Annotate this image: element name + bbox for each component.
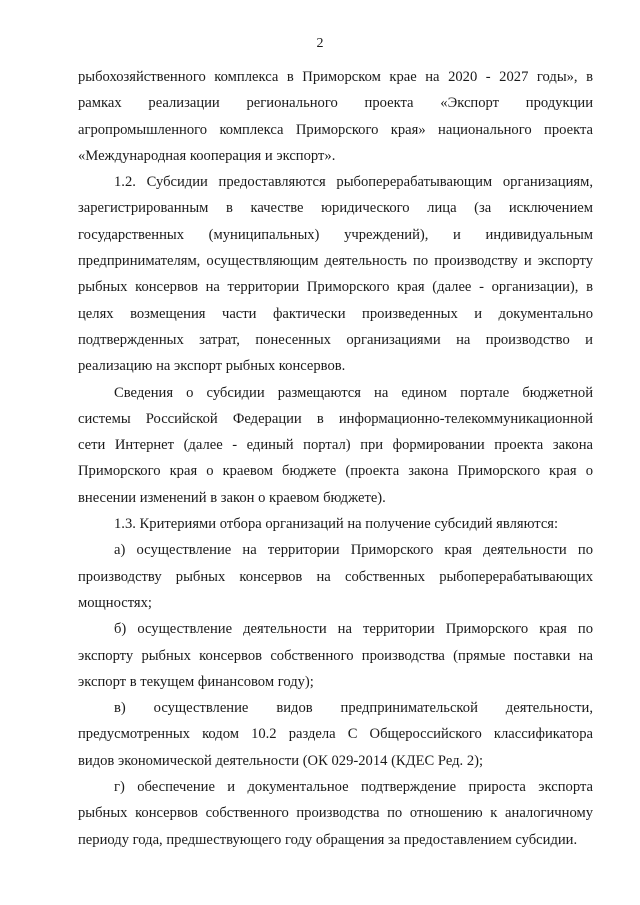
paragraph-criterion-v: [78, 695, 593, 774]
text-line: «Международная кооперация и экспорт».: [78, 147, 336, 164]
text-line: 1.3. Критериями отбора организаций на получение субсидий являются:: [114, 516, 559, 533]
paragraph-continuation: [78, 64, 593, 169]
text-line: Сведения о субсидии размещаются на едином портале бюджетной: [114, 384, 593, 401]
text-line: зарегистрированным в качестве юридического лица (за исключением: [78, 200, 593, 217]
text-line: видов экономической деятельности (ОК 029-2014 (КДЕС Ред. 2);: [78, 752, 484, 769]
text-line: периоду года, предшествующего году обращения за предоставлением субсидии.: [78, 831, 578, 848]
text-line: экспорт в текущем финансовом году);: [78, 673, 314, 690]
text-line: г) обеспечение и документальное подтверждение прироста экспорта: [114, 779, 593, 796]
text-line: экспорту рыбных консервов собственного производства (прямые поставки на: [78, 647, 593, 664]
paragraph-1-3: [78, 511, 593, 537]
page-number: 2: [316, 36, 324, 51]
text-line: рыбных консервов собственного производства по отношению к аналогичному: [78, 805, 593, 822]
text-line: системы Российской Федерации в информационно-телекоммуникационной: [78, 410, 593, 427]
text-line: предпринимателям, осуществляющим деятельность по производству и экспорту: [78, 253, 593, 270]
text-line: рыбных консервов на территории Приморского края (далее - организации), в: [78, 279, 593, 296]
text-line: сети Интернет (далее - единый портал) при формировании проекта закона: [78, 437, 593, 454]
text-line: в) осуществление видов предпринимательской деятельности,: [114, 700, 593, 717]
paragraph-criterion-g: [78, 774, 593, 853]
document-body: [78, 64, 593, 853]
paragraph-subsidy-info: [78, 380, 593, 511]
text-line: рамках реализации регионального проекта «Экспорт продукции: [78, 95, 593, 112]
text-line: внесении изменений в закон о краевом бюджете).: [78, 489, 386, 506]
text-line: а) осуществление на территории Приморского края деятельности по: [114, 542, 593, 559]
text-line: государственных (муниципальных) учреждений), и индивидуальным: [78, 226, 593, 243]
paragraph-1-2: [78, 169, 593, 379]
text-line: подтвержденных затрат, понесенных организациями на производство и: [78, 331, 593, 348]
text-line: рыбохозяйственного комплекса в Приморском крае на 2020 - 2027 годы», в: [78, 69, 593, 85]
paragraph-criterion-a: [78, 537, 593, 616]
text-line: реализацию на экспорт рыбных консервов.: [78, 358, 346, 375]
text-line: агропромышленного комплекса Приморского края» национального проекта: [78, 121, 593, 138]
text-line: б) осуществление деятельности на территории Приморского края по: [114, 621, 593, 638]
text-line: производству рыбных консервов на собственных рыбоперерабатывающих: [78, 568, 593, 585]
text-line: 1.2. Субсидии предоставляются рыбоперерабатывающим организациям,: [114, 174, 593, 191]
text-line: целях возмещения части фактически произведенных и документально: [78, 305, 593, 322]
text-line: мощностях;: [78, 594, 152, 611]
text-line: Приморского края о краевом бюджете (проекта закона Приморского края о: [78, 463, 593, 480]
text-line: предусмотренных кодом 10.2 раздела С Общероссийского классификатора: [78, 726, 593, 743]
paragraph-criterion-b: [78, 616, 593, 695]
